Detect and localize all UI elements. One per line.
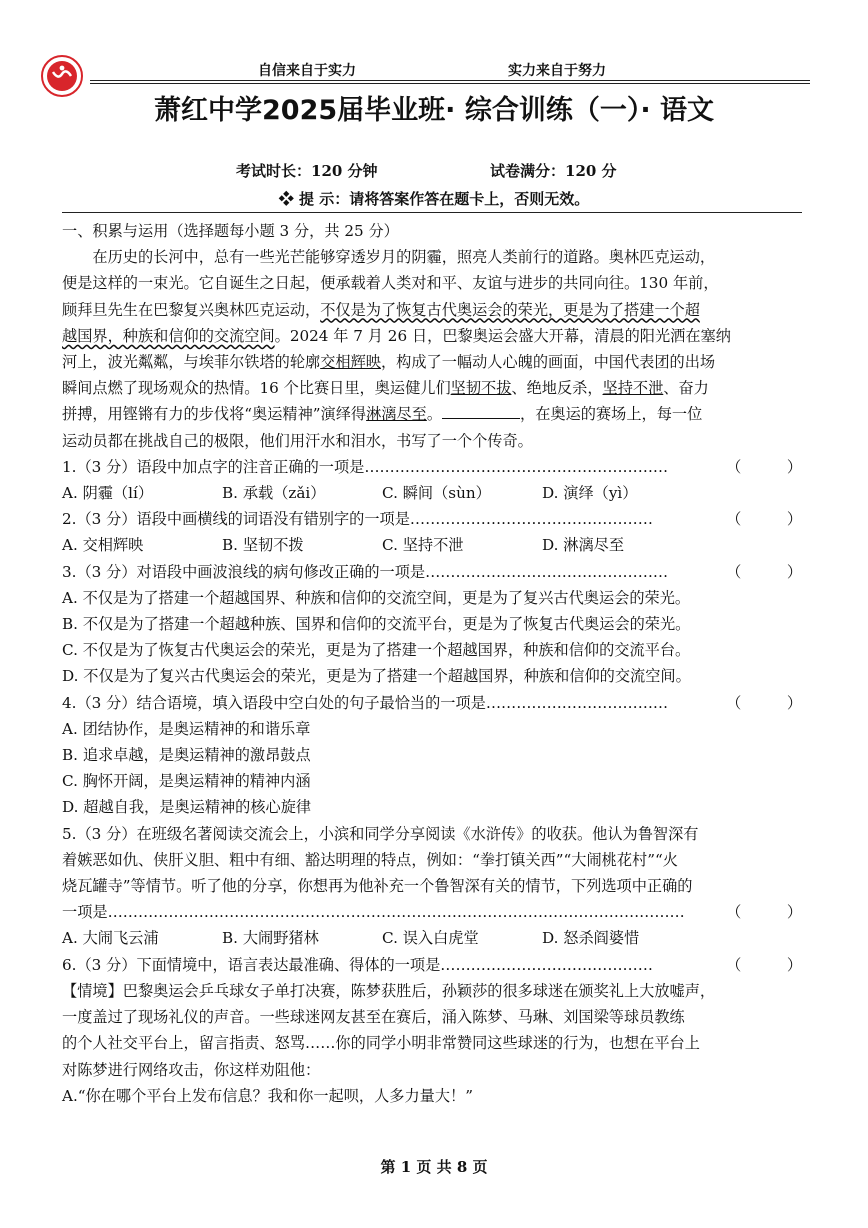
passage-line: 运动员都在挑战自己的极限，他们用汗水和泪水，书写了一个个传奇。: [62, 431, 533, 450]
option-d: D. 不仅是为了复兴古代奥运会的荣光，更是为了搭建一个超越国界，种族和信仰的交流空间。: [62, 667, 691, 686]
answer-paren: （ ）: [726, 562, 802, 581]
passage-line: 河上，波光粼粼，与埃菲尔铁塔的轮廓交相辉映，构成了一幅动人心魄的画面，中国代表团的出场: [62, 353, 716, 372]
option-b: B. 坚韧不拨: [222, 536, 304, 555]
question-4-stem: 4.（3 分）结合语境，填入语段中空白处的句子最恰当的一项是……………………………… （ ）: [62, 690, 802, 716]
question-5-options: [62, 925, 802, 951]
question-6-context: 的个人社交平台上，留言指责、怒骂……你的同学小明非常赞同这些球迷的行为，也想在平台上: [62, 1034, 700, 1053]
section-heading: 一、积累与运用（选择题每小题 3 分，共 25 分）: [62, 222, 399, 240]
page-title: 萧红中学2025届毕业班· 综合训练（一）· 语文: [154, 95, 714, 126]
answer-paren: （ ）: [726, 457, 802, 476]
option-a: A. 阴霾（lí）: [62, 484, 154, 503]
passage-line: 拼搏，用铿锵有力的步伐将“奥运精神”演绎得淋漓尽至。 ，在奥运的赛场上，每一位: [62, 401, 802, 427]
option-d: D. 演绎（yì）: [542, 484, 638, 503]
question-5-stem: 5.（3 分）在班级名著阅读交流会上，小滨和同学分享阅读《水浒传》的收获。他认为鲁智深有: [62, 824, 699, 843]
question-6-stem: 6.（3 分）下面情境中，语言表达最准确、得体的一项是…………………………………… （ ）: [62, 952, 802, 978]
header-rule-2: [90, 83, 810, 84]
option-b: B. 追求卓越，是奥运精神的激昂鼓点: [62, 746, 311, 765]
option-d: D. 淋漓尽至: [542, 536, 625, 555]
header-rule: [90, 80, 810, 81]
answer-paren: （ ）: [726, 693, 802, 712]
option-c: C. 不仅是为了恢复古代奥运会的荣光，更是为了搭建一个超越国界，种族和信仰的交流平台。: [62, 641, 691, 660]
wavy-sentence: 不仅是为了恢复古代奥运会的荣光，更是为了搭建一个超: [320, 300, 700, 319]
section-1: [62, 218, 802, 1109]
answer-paren: （ ）: [726, 903, 802, 922]
question-1-stem: 1.（3 分）语段中加点字的注音正确的一项是…………………………………………………… （ ）: [62, 454, 802, 480]
question-5-stem: 着嫉恶如仇、侠肝义胆、粗中有细、豁达明理的特点，例如：“拳打镇关西”“大闹桃花村”“火: [62, 850, 678, 869]
question-1-options: [62, 480, 802, 506]
option-c: C. 瞬间（sùn）: [382, 484, 491, 503]
motto-right: 实力来自于努力: [508, 63, 606, 79]
exam-hint: ❖ 提 示：请将答案作答在题卡上，否则无效。: [278, 190, 590, 208]
option-b: B. 不仅是为了搭建一个超越种族、国界和信仰的交流平台，更是为了恢复古代奥运会的荣光。: [62, 615, 691, 634]
option-a: A. 团结协作，是奥运精神的和谐乐章: [62, 719, 311, 738]
underlined-word: 交相辉映: [320, 353, 381, 372]
underlined-word: 坚韧不拔: [450, 379, 512, 398]
underlined-word: 淋漓尽至: [366, 405, 427, 424]
question-6-context: 【情境】巴黎奥运会乒乓球女子单打决赛，陈梦获胜后，孙颖莎的很多球迷在颁奖礼上大放嘘声，: [62, 981, 716, 1000]
option-a: A. 交相辉映: [62, 536, 144, 555]
option-d: D. 超越自我，是奥运精神的核心旋律: [62, 798, 312, 817]
exam-full-score: 试卷满分：120 分: [490, 162, 617, 180]
passage-line: 越国界，种族和信仰的交流空间。2024 年 7 月 26 日，巴黎奥运会盛大开幕，清晨的阳光洒在塞纳: [62, 326, 731, 345]
question-5-stem: 烧瓦罐寺”等情节。听了他的分享，你想再为他补充一个鲁智深有关的情节，下列选项中正确的: [62, 877, 693, 896]
underlined-word: 坚持不泄: [602, 379, 664, 398]
fill-in-blank[interactable]: [442, 402, 520, 419]
question-5-stem: 一项是…………………………………………………………………………………………………… （ ）: [62, 899, 802, 925]
exam-duration: 考试时长：120 分钟: [236, 162, 378, 180]
passage-line: 便是这样的一束光。它自诞生之日起，便承载着人类对和平、友谊与进步的共同向往。130 年前，: [62, 274, 719, 293]
option-d: D. 怒杀阎婆惜: [542, 929, 640, 948]
wavy-sentence: 越国界，种族和信仰的交流空间: [62, 326, 275, 345]
option-a: A.“你在哪个平台上发布信息？我和你一起呗，人多力量大！”: [62, 1086, 474, 1105]
option-c: C. 胸怀开阔，是奥运精神的精神内涵: [62, 772, 311, 791]
passage-line: 瞬间点燃了现场观众的热情。16 个比赛日里，奥运健儿们坚韧不拔、绝地反杀，坚持不泄、奋力: [62, 379, 709, 398]
motto-left: 自信来自于实力: [258, 63, 356, 79]
question-2-options: [62, 532, 802, 558]
option-c: C. 坚持不泄: [382, 536, 464, 555]
option-c: C. 误入白虎堂: [382, 929, 479, 948]
question-3-stem: 3.（3 分）对语段中画波浪线的病句修改正确的一项是………………………………………… （ ）: [62, 559, 802, 585]
passage-line: 在历史的长河中，总有一些光芒能够穿透岁月的阴霾，照亮人类前行的道路。奥林匹克运动，: [92, 248, 716, 267]
question-6-context: 对陈梦进行网络攻击，你这样劝阻他：: [62, 1060, 321, 1079]
option-b: B. 大闹野猪林: [222, 929, 319, 948]
question-2-stem: 2.（3 分）语段中画横线的词语没有错别字的一项是………………………………………… （ ）: [62, 506, 802, 532]
answer-paren: （ ）: [726, 955, 802, 974]
passage-line: 顾拜旦先生在巴黎复兴奥林匹克运动，不仅是为了恢复古代奥运会的荣光，更是为了搭建一个超: [62, 300, 700, 319]
divider: [62, 212, 802, 213]
option-a: A. 不仅是为了搭建一个超越国界、种族和信仰的交流空间，更是为了复兴古代奥运会的荣光。: [62, 588, 691, 607]
answer-paren: （ ）: [726, 510, 802, 529]
page-number: 第 1 页 共 8 页: [380, 1158, 488, 1176]
question-6-context: 一度盖过了现场礼仪的声音。一些球迷网友甚至在赛后，涌入陈梦、马琳、刘国梁等球员教练: [62, 1008, 685, 1027]
option-b: B. 承载（zǎi）: [222, 484, 326, 503]
option-a: A. 大闹飞云浦: [62, 929, 159, 948]
